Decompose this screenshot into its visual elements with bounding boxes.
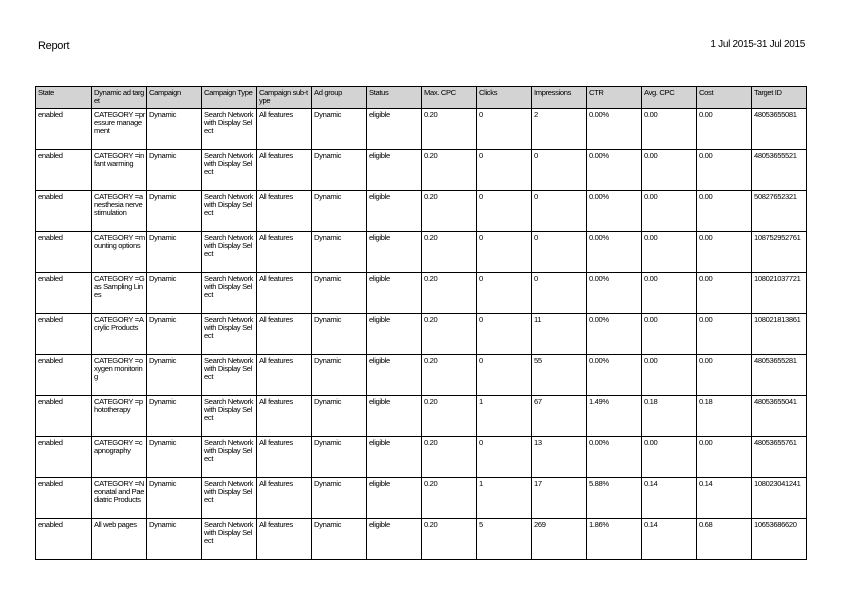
table-row bbox=[36, 478, 807, 519]
cell-campaign-type: Search Network with Display Select bbox=[202, 355, 257, 396]
cell-dynamic-ad-target: CATEGORY =Gas Sampling Lines bbox=[92, 273, 147, 314]
cell-ctr: 0.00% bbox=[587, 109, 642, 150]
cell-status: eligible bbox=[367, 437, 422, 478]
cell-impressions: 0 bbox=[532, 273, 587, 314]
cell-cost: 0.00 bbox=[697, 437, 752, 478]
cell-max-cpc: 0.20 bbox=[422, 478, 477, 519]
column-header-avg-cpc: Avg. CPC bbox=[642, 87, 697, 109]
cell-status: eligible bbox=[367, 273, 422, 314]
cell-dynamic-ad-target: CATEGORY =infant warming bbox=[92, 150, 147, 191]
cell-campaign-type: Search Network with Display Select bbox=[202, 232, 257, 273]
table-row bbox=[36, 191, 807, 232]
cell-avg-cpc: 0.00 bbox=[642, 314, 697, 355]
cell-campaign-type: Search Network with Display Select bbox=[202, 191, 257, 232]
cell-ad-group: Dynamic bbox=[312, 437, 367, 478]
report-table bbox=[35, 86, 807, 560]
cell-campaign-sub-type: All features bbox=[257, 519, 312, 560]
cell-max-cpc: 0.20 bbox=[422, 150, 477, 191]
cell-clicks: 0 bbox=[477, 150, 532, 191]
cell-cost: 0.14 bbox=[697, 478, 752, 519]
cell-max-cpc: 0.20 bbox=[422, 314, 477, 355]
cell-avg-cpc: 0.18 bbox=[642, 396, 697, 437]
cell-campaign-type: Search Network with Display Select bbox=[202, 396, 257, 437]
table-header-row bbox=[36, 87, 807, 109]
cell-ctr: 0.00% bbox=[587, 355, 642, 396]
column-header-max-cpc: Max. CPC bbox=[422, 87, 477, 109]
cell-ad-group: Dynamic bbox=[312, 191, 367, 232]
cell-avg-cpc: 0.00 bbox=[642, 232, 697, 273]
cell-state: enabled bbox=[36, 519, 92, 560]
cell-ctr: 1.86% bbox=[587, 519, 642, 560]
cell-dynamic-ad-target: CATEGORY =Neonatal and Paediatric Products bbox=[92, 478, 147, 519]
cell-ad-group: Dynamic bbox=[312, 478, 367, 519]
cell-impressions: 11 bbox=[532, 314, 587, 355]
cell-impressions: 2 bbox=[532, 109, 587, 150]
table-row bbox=[36, 437, 807, 478]
cell-ctr: 5.88% bbox=[587, 478, 642, 519]
cell-state: enabled bbox=[36, 191, 92, 232]
cell-target-id: 48053655081 bbox=[752, 109, 807, 150]
cell-ctr: 0.00% bbox=[587, 232, 642, 273]
cell-ctr: 0.00% bbox=[587, 437, 642, 478]
column-header-cost: Cost bbox=[697, 87, 752, 109]
cell-max-cpc: 0.20 bbox=[422, 519, 477, 560]
cell-clicks: 0 bbox=[477, 314, 532, 355]
cell-avg-cpc: 0.00 bbox=[642, 273, 697, 314]
cell-campaign-sub-type: All features bbox=[257, 437, 312, 478]
cell-campaign-sub-type: All features bbox=[257, 273, 312, 314]
cell-campaign-type: Search Network with Display Select bbox=[202, 437, 257, 478]
cell-target-id: 108021813861 bbox=[752, 314, 807, 355]
cell-campaign: Dynamic bbox=[147, 437, 202, 478]
cell-avg-cpc: 0.14 bbox=[642, 519, 697, 560]
cell-cost: 0.00 bbox=[697, 314, 752, 355]
cell-target-id: 48053655281 bbox=[752, 355, 807, 396]
cell-clicks: 5 bbox=[477, 519, 532, 560]
cell-state: enabled bbox=[36, 437, 92, 478]
cell-campaign-sub-type: All features bbox=[257, 191, 312, 232]
cell-max-cpc: 0.20 bbox=[422, 355, 477, 396]
cell-target-id: 48053655521 bbox=[752, 150, 807, 191]
cell-campaign-sub-type: All features bbox=[257, 355, 312, 396]
cell-state: enabled bbox=[36, 232, 92, 273]
table-body bbox=[36, 109, 807, 560]
cell-campaign: Dynamic bbox=[147, 519, 202, 560]
cell-dynamic-ad-target: CATEGORY =mounting options bbox=[92, 232, 147, 273]
cell-campaign-type: Search Network with Display Select bbox=[202, 314, 257, 355]
cell-target-id: 48053655041 bbox=[752, 396, 807, 437]
cell-ad-group: Dynamic bbox=[312, 150, 367, 191]
table-row bbox=[36, 519, 807, 560]
cell-clicks: 0 bbox=[477, 273, 532, 314]
cell-ad-group: Dynamic bbox=[312, 314, 367, 355]
cell-cost: 0.00 bbox=[697, 109, 752, 150]
column-header-dynamic-ad-target: Dynamic ad target bbox=[92, 87, 147, 109]
cell-state: enabled bbox=[36, 273, 92, 314]
cell-impressions: 0 bbox=[532, 150, 587, 191]
cell-max-cpc: 0.20 bbox=[422, 109, 477, 150]
table-row bbox=[36, 150, 807, 191]
cell-dynamic-ad-target: CATEGORY =pressure management bbox=[92, 109, 147, 150]
cell-cost: 0.00 bbox=[697, 355, 752, 396]
table-row bbox=[36, 273, 807, 314]
cell-clicks: 0 bbox=[477, 355, 532, 396]
column-header-status: Status bbox=[367, 87, 422, 109]
cell-ad-group: Dynamic bbox=[312, 396, 367, 437]
cell-campaign: Dynamic bbox=[147, 396, 202, 437]
cell-target-id: 50827652321 bbox=[752, 191, 807, 232]
column-header-campaign-sub-type: Campaign sub-type bbox=[257, 87, 312, 109]
cell-impressions: 269 bbox=[532, 519, 587, 560]
cell-dynamic-ad-target: CATEGORY =anesthesia nerve stimulation bbox=[92, 191, 147, 232]
column-header-state: State bbox=[36, 87, 92, 109]
cell-campaign-type: Search Network with Display Select bbox=[202, 273, 257, 314]
cell-target-id: 48053655761 bbox=[752, 437, 807, 478]
cell-ad-group: Dynamic bbox=[312, 273, 367, 314]
cell-campaign: Dynamic bbox=[147, 232, 202, 273]
cell-ad-group: Dynamic bbox=[312, 232, 367, 273]
cell-impressions: 55 bbox=[532, 355, 587, 396]
cell-campaign: Dynamic bbox=[147, 273, 202, 314]
column-header-campaign-type: Campaign Type bbox=[202, 87, 257, 109]
cell-target-id: 108021037721 bbox=[752, 273, 807, 314]
cell-status: eligible bbox=[367, 314, 422, 355]
cell-clicks: 0 bbox=[477, 191, 532, 232]
cell-ctr: 0.00% bbox=[587, 191, 642, 232]
cell-cost: 0.00 bbox=[697, 150, 752, 191]
cell-campaign-type: Search Network with Display Select bbox=[202, 478, 257, 519]
cell-avg-cpc: 0.00 bbox=[642, 109, 697, 150]
cell-ad-group: Dynamic bbox=[312, 109, 367, 150]
cell-target-id: 108752952761 bbox=[752, 232, 807, 273]
cell-ctr: 1.49% bbox=[587, 396, 642, 437]
cell-cost: 0.18 bbox=[697, 396, 752, 437]
cell-campaign: Dynamic bbox=[147, 191, 202, 232]
cell-status: eligible bbox=[367, 355, 422, 396]
cell-campaign-type: Search Network with Display Select bbox=[202, 150, 257, 191]
cell-clicks: 1 bbox=[477, 396, 532, 437]
cell-max-cpc: 0.20 bbox=[422, 273, 477, 314]
cell-campaign-sub-type: All features bbox=[257, 396, 312, 437]
cell-clicks: 0 bbox=[477, 232, 532, 273]
cell-campaign-type: Search Network with Display Select bbox=[202, 109, 257, 150]
cell-avg-cpc: 0.14 bbox=[642, 478, 697, 519]
cell-status: eligible bbox=[367, 150, 422, 191]
column-header-impressions: Impressions bbox=[532, 87, 587, 109]
cell-impressions: 67 bbox=[532, 396, 587, 437]
cell-dynamic-ad-target: CATEGORY =phototherapy bbox=[92, 396, 147, 437]
table-row bbox=[36, 314, 807, 355]
cell-cost: 0.00 bbox=[697, 232, 752, 273]
cell-avg-cpc: 0.00 bbox=[642, 355, 697, 396]
cell-status: eligible bbox=[367, 109, 422, 150]
cell-dynamic-ad-target: CATEGORY =capnography bbox=[92, 437, 147, 478]
cell-campaign: Dynamic bbox=[147, 109, 202, 150]
cell-status: eligible bbox=[367, 232, 422, 273]
cell-max-cpc: 0.20 bbox=[422, 191, 477, 232]
table-row bbox=[36, 355, 807, 396]
cell-avg-cpc: 0.00 bbox=[642, 437, 697, 478]
cell-ctr: 0.00% bbox=[587, 273, 642, 314]
cell-target-id: 108023041241 bbox=[752, 478, 807, 519]
cell-max-cpc: 0.20 bbox=[422, 232, 477, 273]
cell-campaign: Dynamic bbox=[147, 478, 202, 519]
cell-clicks: 0 bbox=[477, 437, 532, 478]
cell-avg-cpc: 0.00 bbox=[642, 150, 697, 191]
column-header-ad-group: Ad group bbox=[312, 87, 367, 109]
cell-status: eligible bbox=[367, 519, 422, 560]
column-header-ctr: CTR bbox=[587, 87, 642, 109]
table-row bbox=[36, 232, 807, 273]
cell-avg-cpc: 0.00 bbox=[642, 191, 697, 232]
cell-campaign: Dynamic bbox=[147, 355, 202, 396]
cell-impressions: 0 bbox=[532, 191, 587, 232]
cell-max-cpc: 0.20 bbox=[422, 396, 477, 437]
cell-campaign-type: Search Network with Display Select bbox=[202, 519, 257, 560]
cell-dynamic-ad-target: All web pages bbox=[92, 519, 147, 560]
cell-max-cpc: 0.20 bbox=[422, 437, 477, 478]
cell-ad-group: Dynamic bbox=[312, 519, 367, 560]
column-header-clicks: Clicks bbox=[477, 87, 532, 109]
cell-ad-group: Dynamic bbox=[312, 355, 367, 396]
cell-campaign-sub-type: All features bbox=[257, 232, 312, 273]
cell-state: enabled bbox=[36, 478, 92, 519]
report-title: Report bbox=[38, 40, 70, 52]
cell-impressions: 17 bbox=[532, 478, 587, 519]
cell-status: eligible bbox=[367, 478, 422, 519]
cell-campaign-sub-type: All features bbox=[257, 314, 312, 355]
cell-state: enabled bbox=[36, 355, 92, 396]
cell-impressions: 13 bbox=[532, 437, 587, 478]
cell-campaign-sub-type: All features bbox=[257, 109, 312, 150]
cell-state: enabled bbox=[36, 109, 92, 150]
cell-dynamic-ad-target: CATEGORY =oxygen monitoring bbox=[92, 355, 147, 396]
column-header-campaign: Campaign bbox=[147, 87, 202, 109]
cell-state: enabled bbox=[36, 396, 92, 437]
cell-state: enabled bbox=[36, 150, 92, 191]
cell-target-id: 10653686620 bbox=[752, 519, 807, 560]
table-row bbox=[36, 109, 807, 150]
cell-cost: 0.00 bbox=[697, 273, 752, 314]
date-range: 1 Jul 2015-31 Jul 2015 bbox=[710, 39, 805, 50]
cell-dynamic-ad-target: CATEGORY =Acrylic Products bbox=[92, 314, 147, 355]
cell-campaign-sub-type: All features bbox=[257, 478, 312, 519]
cell-campaign: Dynamic bbox=[147, 150, 202, 191]
cell-clicks: 0 bbox=[477, 109, 532, 150]
cell-impressions: 0 bbox=[532, 232, 587, 273]
cell-state: enabled bbox=[36, 314, 92, 355]
table-row bbox=[36, 396, 807, 437]
cell-status: eligible bbox=[367, 191, 422, 232]
cell-clicks: 1 bbox=[477, 478, 532, 519]
cell-status: eligible bbox=[367, 396, 422, 437]
column-header-target-id: Target ID bbox=[752, 87, 807, 109]
cell-campaign-sub-type: All features bbox=[257, 150, 312, 191]
cell-ctr: 0.00% bbox=[587, 314, 642, 355]
cell-campaign: Dynamic bbox=[147, 314, 202, 355]
cell-cost: 0.00 bbox=[697, 191, 752, 232]
cell-cost: 0.68 bbox=[697, 519, 752, 560]
cell-ctr: 0.00% bbox=[587, 150, 642, 191]
